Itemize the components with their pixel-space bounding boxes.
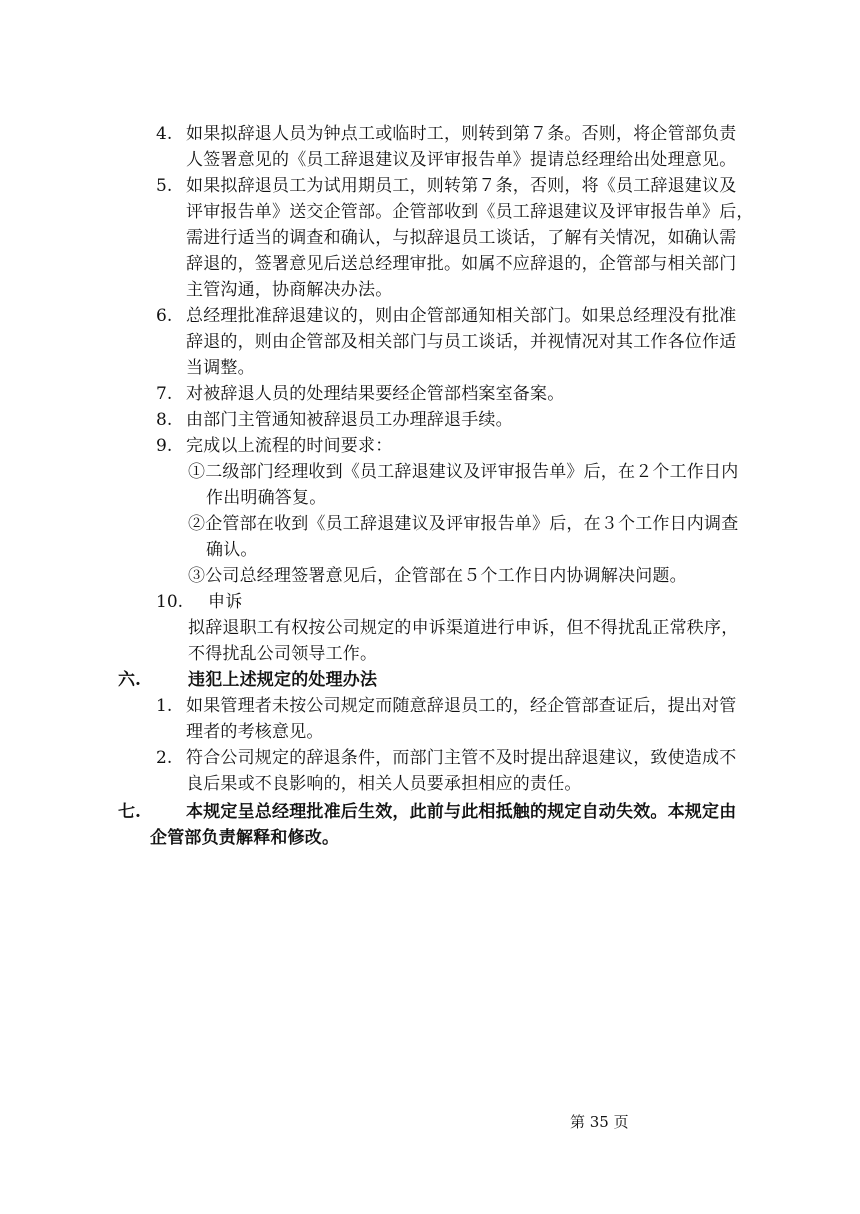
- item-number: 4.: [156, 124, 173, 144]
- sub-item-text: ③公司总经理签署意见后，企管部在５个工作日内协调解决问题。: [188, 566, 687, 586]
- section-text: 企管部负责解释和修改。: [150, 828, 340, 848]
- page-number: 第 35 页: [570, 1113, 629, 1131]
- item-text: 不得扰乱公司领导工作。: [188, 644, 378, 664]
- item-text: 如果管理者未按公司规定而随意辞退员工的，经企管部查证后，提出对管: [186, 696, 737, 716]
- item-number: 1.: [156, 696, 173, 716]
- item-number: 6.: [156, 306, 173, 326]
- item-text: 拟辞退职工有权按公司规定的申诉渠道进行申诉，但不得扰乱正常秩序，: [188, 618, 739, 638]
- item-text: 当调整。: [186, 358, 255, 378]
- item-text: 如果拟辞退员工为试用期员工，则转第７条，否则，将《员工辞退建议及: [186, 176, 737, 196]
- item-title: 申诉: [208, 592, 243, 612]
- item-number: 7.: [156, 384, 173, 404]
- item-text: 对被辞退人员的处理结果要经企管部档案室备案。: [186, 384, 565, 404]
- item-text: 完成以上流程的时间要求：: [186, 436, 393, 456]
- item-text: 良后果或不良影响的，相关人员要承担相应的责任。: [186, 774, 582, 794]
- sub-item-text: 确认。: [206, 540, 258, 560]
- item-number: 5.: [156, 176, 173, 196]
- item-number: 9.: [156, 436, 173, 456]
- sub-item-text: 作出明确答复。: [206, 488, 327, 508]
- item-text: 辞退的，签署意见后送总经理审批。如属不应辞退的，企管部与相关部门: [186, 254, 737, 274]
- item-text: 需进行适当的调查和确认，与拟辞退员工谈话，了解有关情况，如确认需: [186, 228, 737, 248]
- item-text: 评审报告单》送交企管部。企管部收到《员工辞退建议及评审报告单》后，: [186, 202, 754, 222]
- section-text: 本规定呈总经理批准后生效，此前与此相抵触的规定自动失效。本规定由: [186, 802, 737, 822]
- section-number: 六.: [118, 670, 141, 690]
- item-text: 符合公司规定的辞退条件，而部门主管不及时提出辞退建议，致使造成不: [186, 748, 737, 768]
- section-number: 七.: [118, 802, 141, 822]
- item-text: 如果拟辞退人员为钟点工或临时工，则转到第７条。否则，将企管部负责: [186, 124, 737, 144]
- item-text: 由部门主管通知被辞退员工办理辞退手续。: [186, 410, 513, 430]
- section-heading: 违犯上述规定的处理办法: [188, 670, 378, 690]
- item-text: 主管沟通，协商解决办法。: [186, 280, 393, 300]
- item-number: 8.: [156, 410, 173, 430]
- item-text: 辞退的，则由企管部及相关部门与员工谈话，并视情况对其工作各位作适: [186, 332, 737, 352]
- item-text: 理者的考核意见。: [186, 722, 324, 742]
- item-number: 10.: [156, 592, 184, 612]
- sub-item-text: ①二级部门经理收到《员工辞退建议及评审报告单》后，在２个工作日内: [188, 462, 739, 482]
- item-number: 2.: [156, 748, 173, 768]
- item-text: 总经理批准辞退建议的，则由企管部通知相关部门。如果总经理没有批准: [186, 306, 737, 326]
- sub-item-text: ②企管部在收到《员工辞退建议及评审报告单》后，在３个工作日内调查: [188, 514, 739, 534]
- item-text: 人签署意见的《员工辞退建议及评审报告单》提请总经理给出处理意见。: [186, 150, 737, 170]
